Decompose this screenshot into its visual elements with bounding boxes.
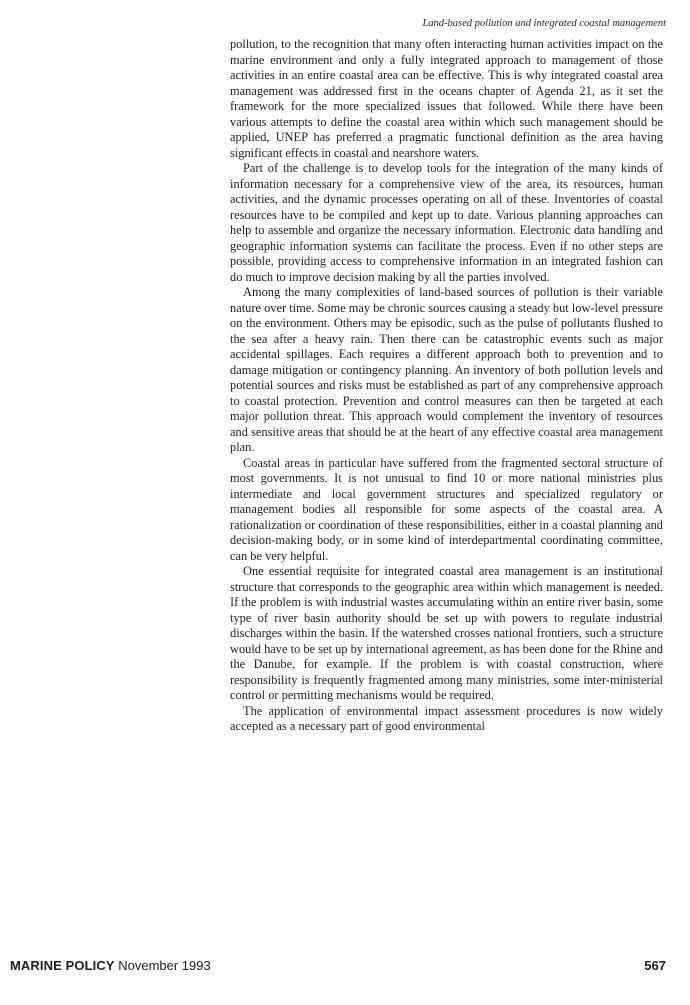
paragraph-institutional-structure: One essential requisite for integrated coastal area management is an institutional structure that corresponds to the geographic area within which management is needed. If the problem is with industrial wastes accumulating within an entire river basin, some type of river basin authority should be set up with powers to regulate industrial discharges within the basin. If the watershed crosses national frontiers, such a structure would have to be set up by international agreement, as has been done for the Rhine and the Danube, for example. If the problem is with coastal construction, where responsibility is frequently fragmented among many ministries, some inter-ministerial control or permitting mechanisms would be required.: [230, 564, 663, 702]
paragraph-pollution-variability: Among the many complexities of land-based sources of pollution is their variable nature over time. Some may be chronic sources causing a steady but low-level pressure on the environment. Others may be episodic, such as the pulse of pollutants flushed to the sea after a heavy rain. Then there can be catastrophic events such as major accidental spillages. Each requires a different approach both to prevention and to damage mitigation or contingency planning. An inventory of both pollution levels and potential sources and risks must be established as part of any comprehensive approach to coastal protection. Prevention and control measures can then be targeted at each major pollution threat. This approach would complement the inventory of resources and sensitive areas that should be at the heart of any effective coastal area management plan.: [230, 285, 663, 454]
paragraph-continuation: pollution, to the recognition that many often interacting human activities impact on the marine environment and only a fully integrated approach to management of those activities in an entire coastal area can be effective. This is why integrated coastal area management was addressed first in the oceans chapter of Agenda 21, as it set the framework for the more specialized issues that followed. While there have been various attempts to define the coastal area within which such management should be applied, UNEP has preferred a pragmatic functional definition as the area having significant effects in coastal and nearshore waters.: [230, 37, 663, 160]
running-header: Land-based pollution and integrated coastal management: [422, 18, 666, 29]
page-footer: [0, 958, 690, 978]
journal-issue: November 1993: [118, 958, 211, 973]
paragraph-impact-assessment: The application of environmental impact assessment procedures is now widely accepted as a necessary part of good environmental: [230, 703, 663, 733]
page-number: 567: [644, 958, 666, 973]
journal-citation: [10, 958, 211, 973]
paragraph-fragmented-government: Coastal areas in particular have suffered from the fragmented sectoral structure of most governments. It is not unusual to find 10 or more national ministries plus intermediate and local government structures and specialized regulatory or management bodies all responsible for some aspects of the coastal area. A rationalization or coordination of these responsibilities, either in a coastal planning and decision-making body, or in some kind of interdepartmental coordinating committee, can be very helpful.: [230, 455, 663, 563]
journal-name: MARINE POLICY: [10, 958, 115, 973]
body-text-column: [230, 37, 663, 735]
paragraph-information-tools: Part of the challenge is to develop tools for the integration of the many kinds of information necessary for a comprehensive view of the area, its resources, human activities, and the dynamic processes operating on all of these. Inventories of coastal resources have to be compiled and kept up to date. Various planning approaches can help to assemble and organize the necessary information. Electronic data handling and geographic information systems can facilitate the process. Even if no other steps are possible, providing access to comprehensive information in an integrated fashion can do much to improve decision making by all the parties involved.: [230, 161, 663, 284]
